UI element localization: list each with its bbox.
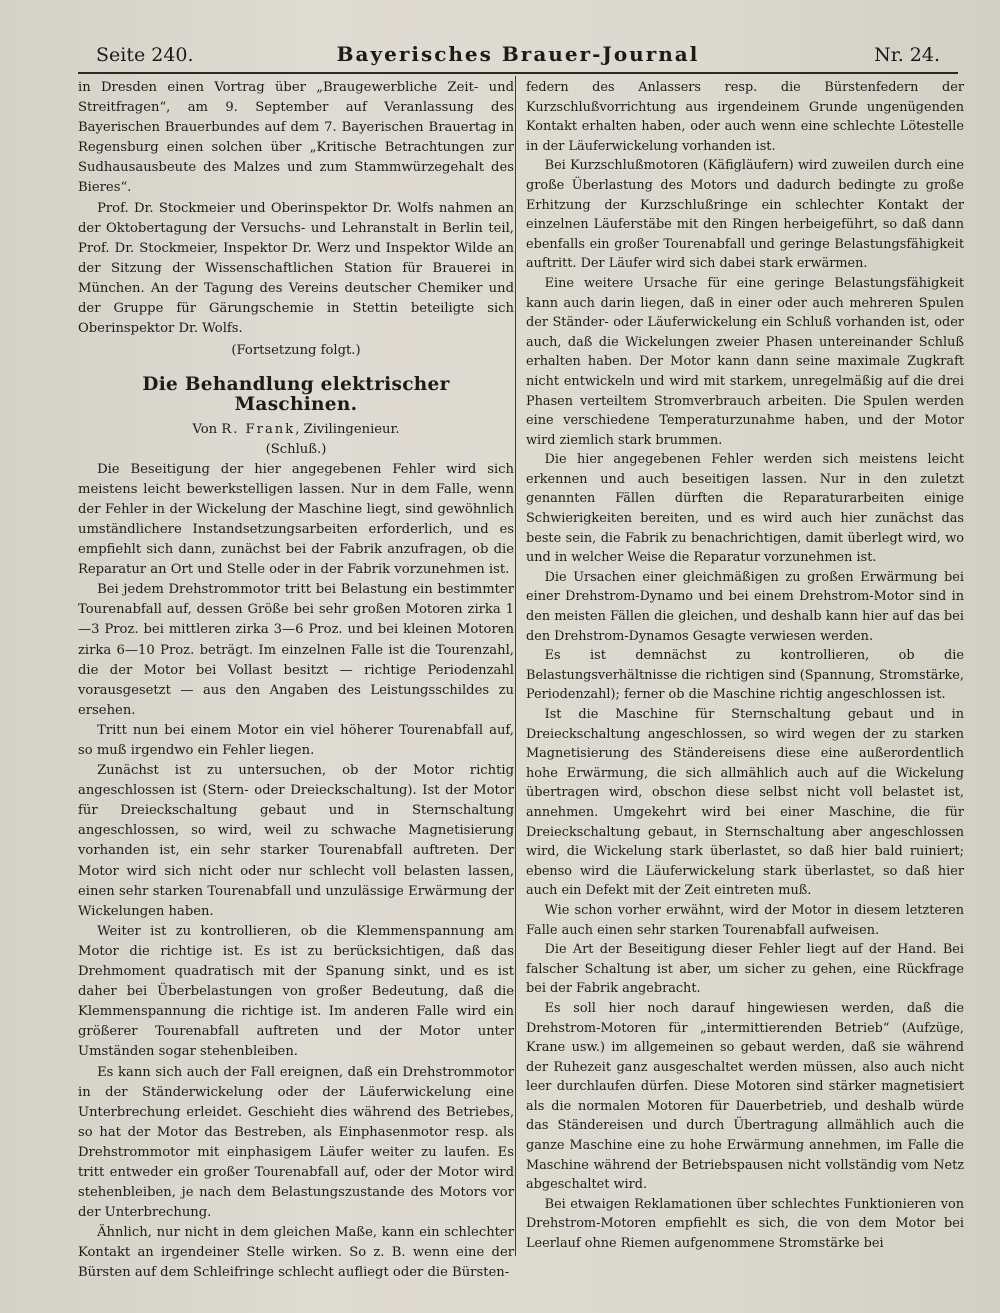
article-paragraph: Weiter ist zu kontrollieren, ob die Klemmenspannung am Motor die richtige ist. Es ist zu berücksichtigen, daß das Drehmoment quadratisch mit der Spanung sinkt, und es ist daher bei Überbelastungen von großer Bedeutung, daß die Klemmenspannung die richtige ist. Im anderen Falle wird ein größerer Tourenabfall auftreten und der Motor unter Umständen sogar stehenbleiben.	[78, 923, 514, 1060]
right-column	[526, 78, 964, 1254]
byline-prefix: Von	[192, 421, 222, 437]
column-divider	[515, 76, 516, 1256]
article-paragraph: Wie schon vorher erwähnt, wird der Motor in diesem letzteren Falle auch einen sehr starken Tourenabfall aufweisen.	[526, 902, 964, 938]
article-title: Die Behandlung elektrischer Maschinen.	[142, 374, 450, 416]
article-paragraph: Tritt nun bei einem Motor ein viel höherer Tourenabfall auf, so muß irgendwo ein Fehler liegen.	[78, 722, 514, 758]
byline-suffix: , Zivilingenieur.	[295, 421, 400, 437]
conclusion-note: (Schluß.)	[265, 441, 327, 457]
article-paragraph: Ist die Maschine für Sternschaltung gebaut und in Dreieckschaltung angeschlossen, so wird wegen der zu starken Magnetisierung des Ständereisens diese eine außerordentlich hohe Erwärmung, die sich allmählich auch auf die Wickelung übertragen wird, obschon diese selbst nicht voll belastet ist, annehmen. Umgekehrt wird bei einer Maschine, die für Dreieckschaltung gebaut, in Sternschaltung aber angeschlossen wird, die Wickelung stark überlastet, so daß hier bald ruiniert; ebenso wird die Läuferwickelung stark überlastet, so daß hier auch ein Defekt mit der Zeit eintreten muß.	[526, 707, 964, 899]
article-paragraph: Bei jedem Drehstrommotor tritt bei Belastung ein bestimmter Tourenabfall auf, dessen Größe bei sehr großen Motoren zirka 1—3 Proz. bei mittleren zirka 3—6 Proz. und bei kleinen Motoren zirka 6—10 Proz. beträgt. Im einzelnen Falle ist die Tourenzahl, die der Motor bei Vollast besitzt — richtige Periodenzahl vorausgesetzt — aus den Angaben des Leistungsschildes zu ersehen.	[78, 582, 514, 718]
journal-title: Bayerisches Brauer-Journal	[336, 42, 700, 66]
article-byline	[78, 420, 514, 440]
left-column	[78, 78, 514, 1284]
article-paragraph: Bei etwaigen Reklamationen über schlechtes Funktionieren von Drehstrom-Motoren empfiehlt es sich, die von dem Motor bei Leerlauf ohne Riemen aufgenommene Stromstärke bei	[526, 1196, 964, 1252]
article-paragraph: Es ist demnächst zu kontrollieren, ob die Belastungsverhältnisse die richtigen sind (Spannung, Stromstärke, Periodenzahl); ferner ob die Maschine richtig angeschlossen ist.	[526, 648, 964, 703]
article-paragraph: federn des Anlassers resp. die Bürstenfedern der Kurzschlußvorrichtung aus irgendeinem Grunde ungenügenden Kontakt erhalten haben, oder auch wenn eine schlechte Lötestelle in der Läuferwickelung vorhanden ist.	[526, 80, 964, 154]
article-paragraph: Die hier angegebenen Fehler werden sich meistens leicht erkennen und auch beseitigen lassen. Nur in den zuletzt genannten Fällen dürften die Reparaturarbeiten einige Schwierigkeiten bereiten, und es wird auch hier zunächst das beste sein, die Fabrik zu benachrichtigen, damit überlegt wird, wo und in welcher Weise die Reparatur vorzunehmen ist.	[526, 452, 964, 566]
page-number: Seite 240.	[96, 44, 194, 66]
article-paragraph: Eine weitere Ursache für eine geringe Belastungsfähigkeit kann auch darin liegen, daß in einer oder auch mehreren Spulen der Ständer- oder Läuferwickelung ein Schluß vorhanden ist, oder auch, daß die Wickelungen zweier Phasen untereinander Schluß erhalten haben. Der Motor kann dann seine maximale Zugkraft nicht entwickeln und wird mit starkem, unregelmäßig auf die drei Phasen verteiltem Stromverbrauch arbeiten. Die Spulen werden eine verschiedene Temperaturzunahme haben, und der Motor wird ziemlich stark brummen.	[526, 275, 964, 448]
article-paragraph: Die Beseitigung der hier angegebenen Fehler wird sich meistens leicht bewerkstelligen lassen. Nur in dem Falle, wenn der Fehler in der Wickelung der Maschine liegt, sind gewöhnlich umständlichere Instandsetzungsarbeiten erforderlich, und es empfiehlt sich dann, zunächst bei der Fabrik anzufragen, ob die Reparatur an Ort und Stelle oder in der Fabrik vorzunehmen ist.	[78, 461, 514, 578]
issue-number: Nr. 24.	[874, 44, 940, 66]
article-paragraph: Ähnlich, nur nicht in dem gleichen Maße, kann ein schlechter Kontakt an irgendeiner Stelle wirken. So z. B. wenn eine der Bürsten auf dem Schleifringe schlecht aufliegt oder die Bürsten-	[78, 1225, 514, 1281]
article-paragraph: Die Art der Beseitigung dieser Fehler liegt auf der Hand. Bei falscher Schaltung ist aber, um sicher zu gehen, eine Rückfrage bei der Fabrik angebracht.	[526, 942, 964, 997]
intro-paragraph: in Dresden einen Vortrag über „Braugewerbliche Zeit- und Streitfragen“, am 9. September auf Veranlassung des Bayerischen Brauerbundes auf dem 7. Bayerischen Brauertag in Regensburg einen solchen über „Kritische Betrachtungen zur Sudhausausbeute des Malzes und zum Stammwürzegehalt des Bieres“.	[78, 80, 514, 196]
byline-author: R. Frank	[221, 421, 296, 437]
continued-note: (Fortsetzung folgt.)	[231, 343, 361, 359]
article-paragraph: Die Ursachen einer gleichmäßigen zu großen Erwärmung bei einer Drehstrom-Dynamo und bei einem Drehstrom-Motor sind in den meisten Fällen die gleichen, und deshalb kann hier auf das bei den Drehstrom-Dynamos Gesagte verwiesen werden.	[526, 569, 964, 644]
article-paragraph: Es soll hier noch darauf hingewiesen werden, daß die Drehstrom-Motoren für „intermittierenden Betrieb“ (Aufzüge, Krane usw.) im allgemeinen so gebaut werden, daß sie während der Ruhezeit ganz ausgeschaltet werden müssen, also auch nicht leer durchlaufen dürfen. Diese Motoren sind stärker magnetisiert als die normalen Motoren für Dauerbetrieb, und deshalb würde das Ständereisen und durch Übertragung allmählich auch die ganze Maschine eine zu hohe Erwärmung annehmen, im Falle die Maschine während der Betriebspausen nicht vollständig vom Netz abgeschaltet wird.	[526, 1000, 964, 1193]
article-paragraph: Zunächst ist zu untersuchen, ob der Motor richtig angeschlossen ist (Stern- oder Dreieckschaltung). Ist der Motor für Dreieckschaltung gebaut und in Sternschaltung angeschlossen, so wird, weil zu schwache Magnetisierung vorhanden ist, ein sehr starker Tourenabfall auftreten. Der Motor wird sich nicht oder nur schlecht voll belasten lassen, einen sehr starken Tourenabfall und unzulässige Erwärmung der Wickelungen haben.	[78, 763, 514, 919]
article-paragraph: Es kann sich auch der Fall ereignen, daß ein Drehstrommotor in der Ständerwickelung oder der Läuferwickelung eine Unterbrechung erleidet. Geschieht dies während des Betriebes, so hat der Motor das Bestreben, als Einphasenmotor resp. als Drehstrommotor mit einphasigem Läufer weiter zu laufen. Es tritt entweder ein großer Tourenabfall auf, oder der Motor wird stehenbleiben, je nach dem Belastungszustande des Motors vor der Unterbrechung.	[78, 1064, 514, 1221]
intro-paragraph: Prof. Dr. Stockmeier und Oberinspektor Dr. Wolfs nahmen an der Oktobertagung der Versuchs- und Lehranstalt in Berlin teil, Prof. Dr. Stockmeier, Inspektor Dr. Werz und Inspektor Wilde an der Sitzung der Wissenschaftlichen Station für Brauerei in München. An der Tagung des Vereins deutscher Chemiker und der Gruppe für Gärungschemie in Stettin beteiligte sich Oberinspektor Dr. Wolfs.	[78, 200, 514, 337]
article-paragraph: Bei Kurzschlußmotoren (Käfigläufern) wird zuweilen durch eine große Überlastung des Motors und dadurch bedingte zu große Erhitzung der Kurzschlußringe ein schlechter Kontakt der einzelnen Läuferstäbe mit den Ringen herbeigeführt, so daß dann ebenfalls ein großer Tourenabfall und geringe Belastungsfähigkeit auftritt. Der Läufer wird sich dabei stark erwärmen.	[526, 158, 964, 272]
page-header	[78, 42, 958, 74]
